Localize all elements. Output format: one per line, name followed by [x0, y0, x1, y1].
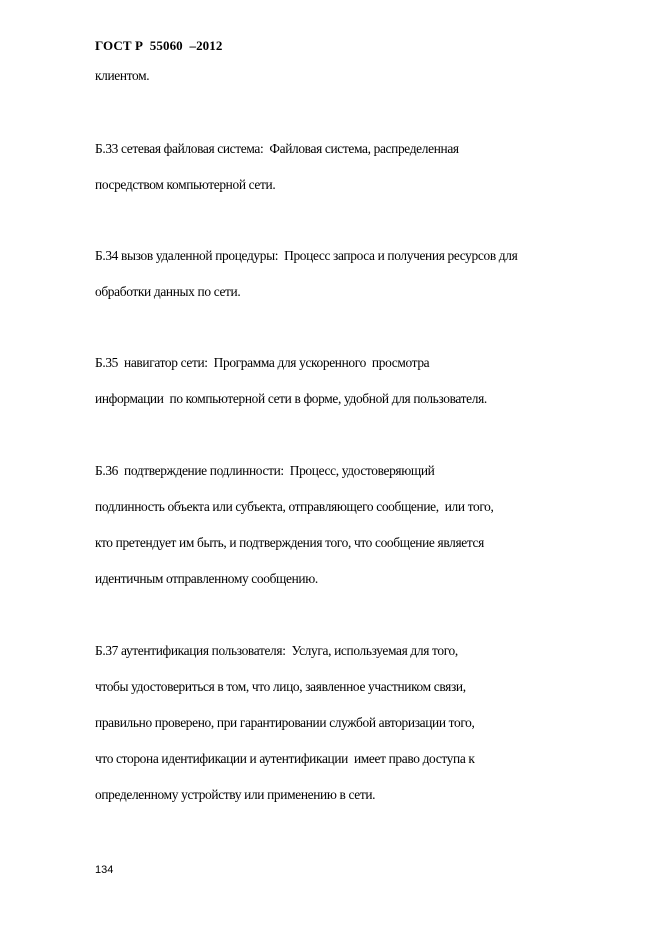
text-line: посредством компьютерной сети.: [95, 177, 276, 192]
text-line: кто претендует им быть, и подтверждения того, что сообщение является: [95, 535, 484, 550]
text-line: Б.36 подтверждение подлинности: Процесс, удостоверяющий: [95, 463, 435, 478]
text-line: правильно проверено, при гарантировании службой авторизации того,: [95, 715, 475, 730]
text-line: чтобы удостовериться в том, что лицо, заявленное участником связи,: [95, 679, 466, 694]
text-line: подлинность объекта или субъекта, отправляющего сообщение, или того,: [95, 499, 494, 514]
document-header: ГОСТ Р 55060 –2012: [95, 38, 223, 53]
text-line: обработки данных по сети.: [95, 284, 241, 299]
text-line: Б.37 аутентификация пользователя: Услуга, используемая для того,: [95, 643, 458, 658]
text-line: Б.34 вызов удаленной процедуры: Процесс запроса и получения ресурсов для: [95, 248, 518, 263]
text-line: клиентом.: [95, 68, 150, 83]
text-line: идентичным отправленному сообщению.: [95, 571, 318, 586]
text-line: Б.35 навигатор сети: Программа для ускоренного просмотра: [95, 355, 430, 370]
text-line: Б.33 сетевая файловая система: Файловая система, распределенная: [95, 141, 459, 156]
page-number: 134: [95, 864, 114, 876]
text-line: информации по компьютерной сети в форме, удобной для пользователя.: [95, 391, 487, 406]
text-line: определенному устройству или применению в сети.: [95, 787, 376, 802]
text-line: что сторона идентификации и аутентификации имеет право доступа к: [95, 751, 475, 766]
